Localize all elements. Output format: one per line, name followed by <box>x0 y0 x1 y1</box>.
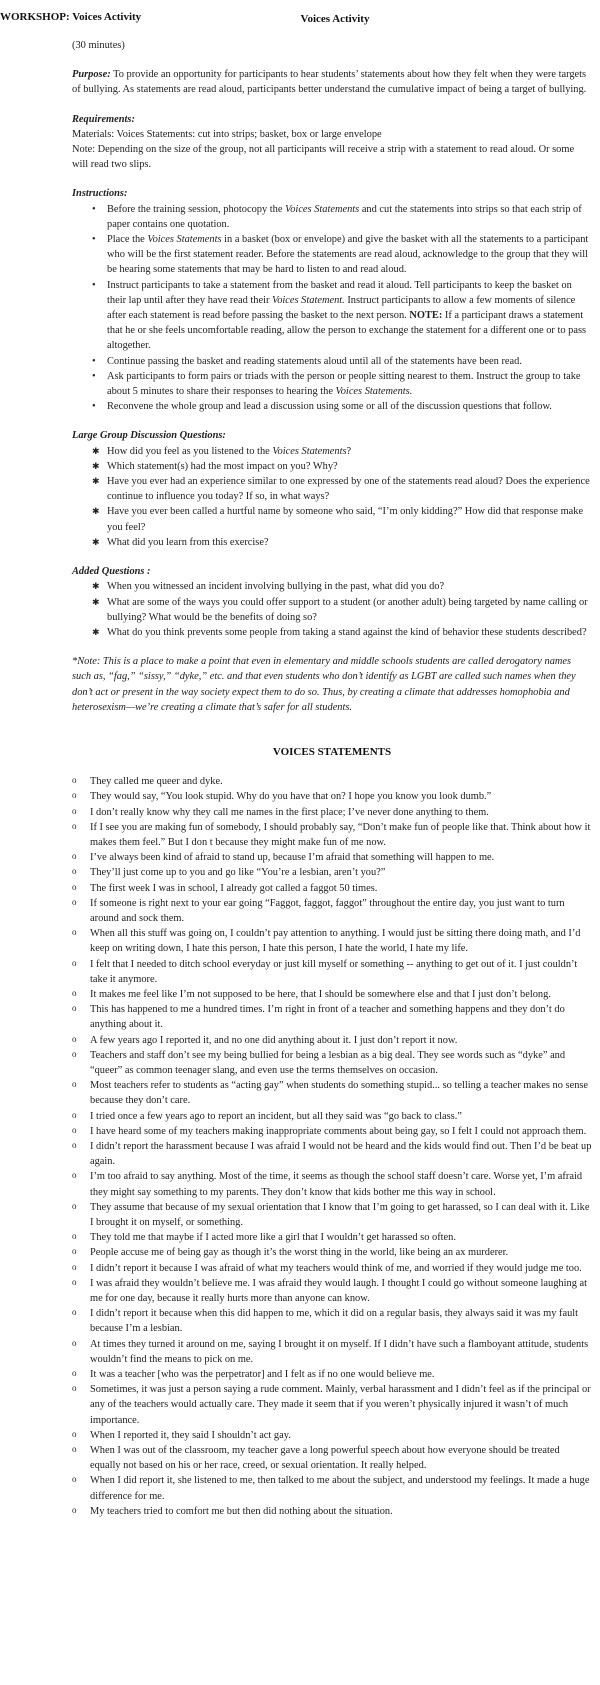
duration: (30 minutes) <box>72 40 125 51</box>
page-title: Voices Activity <box>300 13 370 25</box>
purpose-text: To provide an opportunity for participants to hear students’ statements about how they felt when they were targets of bullying. As statements are read aloud, participants better understand the cumulative impact of being a target of bullying. <box>72 69 587 96</box>
list-item: ✱ What did you learn from this exercise? <box>72 535 592 550</box>
statement-item: o If someone is right next to your ear going “Faggot, faggot, faggot” throughout the entire day, you just want to turn around and sock them. <box>72 896 592 926</box>
statement-item: o I was afraid they wouldn’t believe me. I was afraid they would laugh. I thought I could go without someone laughing at me for one day, because it really hurts more than anyone can know. <box>72 1276 592 1306</box>
statement-item: o I’m too afraid to say anything. Most of the time, it seems as though the school staff doesn’t care. Worse yet, I’m afraid they might say something to my parents. They don’t know that kids bother me this way in school. <box>72 1169 592 1199</box>
purpose-paragraph <box>72 67 592 97</box>
workshop-header: WORKSHOP: Voices Activity <box>0 11 142 23</box>
statement-item: o This has happened to me a hundred times. I’m right in front of a teacher and something happens and they don’t do anything about it. <box>72 1002 592 1032</box>
list-item: • Before the training session, photocopy the Voices Statements and cut the statements into strips so that each strip of paper contains one quotation. <box>72 202 592 232</box>
instructions-list <box>72 202 592 415</box>
list-item: ✱ What do you think prevents some people from taking a stand against the kind of behavior these students described? <box>72 625 592 640</box>
statement-item: o When I was out of the classroom, my teacher gave a long powerful speech about how everyone should be treated equally not based on his or her race, creed, or sexual orientation. It really helped. <box>72 1443 592 1473</box>
discussion-list <box>72 444 592 550</box>
statement-item: o The first week I was in school, I already got called a faggot 50 times. <box>72 881 592 896</box>
instructions-label: Instructions: <box>72 188 128 200</box>
statement-item: o It was a teacher [who was the perpetrator] and I felt as if no one would believe me. <box>72 1367 592 1382</box>
statement-item: o When I reported it, they said I shouldn’t act gay. <box>72 1428 592 1443</box>
list-item: ✱ Which statement(s) had the most impact on you? Why? <box>72 459 592 474</box>
requirements-section <box>72 112 592 173</box>
statement-item: o I didn’t report it because when this did happen to me, which it did on a regular basis, they always said it was my fault because I’m a lesbian. <box>72 1306 592 1336</box>
statement-item: o I didn’t report the harassment because I was afraid I would not be heard and the kids would find out. Then I’d be beat up again. <box>72 1139 592 1169</box>
requirements-materials: Materials: Voices Statements: cut into strips; basket, box or large envelope <box>72 128 382 140</box>
statement-item: o Sometimes, it was just a person saying a rude comment. Mainly, verbal harassment and I didn’t feel as if the principal or any of the teachers would actually care. They made it seem that if you weren’t physically injured it wasn’t of much importance. <box>72 1382 592 1428</box>
list-item: ✱ How did you feel as you listened to the Voices Statements? <box>72 444 592 459</box>
requirements-label: Requirements: <box>72 113 135 125</box>
statement-item: o They would say, “You look stupid. Why do you have that on? I hope you know you look dumb.” <box>72 789 592 804</box>
list-item: • Reconvene the whole group and lead a discussion using some or all of the discussion questions that follow. <box>72 399 592 414</box>
list-item: ✱ What are some of the ways you could offer support to a student (or another adult) being targeted by name calling or bullying? What would be the benefits of doing so? <box>72 595 592 625</box>
statement-item: o It makes me feel like I’m not supposed to be here, that I should be somewhere else and that I just don’t belong. <box>72 987 592 1002</box>
statement-item: o When I did report it, she listened to me, then talked to me about the subject, and understood my feelings. It made a huge difference for me. <box>72 1473 592 1503</box>
statement-item: o They told me that maybe if I acted more like a girl that I wouldn’t get harassed so often. <box>72 1230 592 1245</box>
statement-item: o People accuse me of being gay as though it’s the worst thing in the world, like being an ax murderer. <box>72 1245 592 1260</box>
list-item: ✱ Have you ever been called a hurtful name by someone who said, “I’m only kidding?” How did that response make you feel? <box>72 504 592 534</box>
statements-list <box>72 774 592 1519</box>
list-item: • Ask participants to form pairs or triads with the person or people sitting nearest to them. Instruct the group to take about 5 minutes to share their responses to hearing the Voices Statements. <box>72 369 592 399</box>
added-questions-label: Added Questions : <box>72 566 151 578</box>
list-item: • Continue passing the basket and reading statements aloud until all of the statements have been read. <box>72 354 592 369</box>
statement-item: o I have heard some of my teachers making inappropriate comments about being gay, so I felt I could not approach them. <box>72 1124 592 1139</box>
statements-title: VOICES STATEMENTS <box>272 745 392 758</box>
statement-item: o They assume that because of my sexual orientation that I know that I’m going to get harassed, so I can deal with it. Like I brought it on myself, or something. <box>72 1200 592 1230</box>
discussion-label: Large Group Discussion Questions: <box>72 430 226 442</box>
statement-item: o A few years ago I reported it, and no one did anything about it. I just don’t report it now. <box>72 1033 592 1048</box>
statement-item: o I don’t really know why they call me names in the first place; I’ve never done anything to them. <box>72 805 592 820</box>
statement-item: o I tried once a few years ago to report an incident, but all they said was “go back to class.” <box>72 1109 592 1124</box>
list-item: ✱ When you witnessed an incident involving bullying in the past, what did you do? <box>72 579 592 594</box>
statement-item: o They called me queer and dyke. <box>72 774 592 789</box>
statement-item: o I felt that I needed to ditch school everyday or just kill myself or something -- anything to get out of it. I just couldn’t take it anymore. <box>72 957 592 987</box>
statement-item: o At times they turned it around on me, saying I brought it on myself. If I didn’t have such a flamboyant attitude, students wouldn’t find the means to pick on me. <box>72 1337 592 1367</box>
list-item: ✱ Have you ever had an experience similar to one expressed by one of the statements read aloud? Does the experience continue to influence you today? If so, in what ways? <box>72 474 592 504</box>
statement-item: o I didn’t report it because I was afraid of what my teachers would think of me, and worried if they would judge me too. <box>72 1261 592 1276</box>
statement-item: o If I see you are making fun of somebody, I should probably say, “Don’t make fun of people like that. Think about how it makes them feel.” But I don t because they might make fun of me now. <box>72 820 592 850</box>
purpose-label: Purpose: <box>72 69 111 81</box>
list-item: • Instruct participants to take a statement from the basket and read it aloud. Tell participants to keep the basket on their lap until after they have read their Voices Statement. Instruct participants to allow a few moments of silence after each statement is read before passing the basket to the next person. NOTE: If a participant draws a statement that he or she feels uncomfortable reading, allow the person to exchange the statement for a different one or to pass altogether. <box>72 278 592 354</box>
statement-item: o I’ve always been kind of afraid to stand up, because I’m afraid that something will happen to me. <box>72 850 592 865</box>
requirements-note: Note: Depending on the size of the group, not all participants will receive a strip with a statement to read aloud. Or some will read two slips. <box>72 144 575 171</box>
added-questions-list <box>72 579 592 640</box>
facilitator-note: *Note: This is a place to make a point that even in elementary and middle schools students are called derogatory names such as, “fag,” “sissy,” “dyke,” etc. and that even students who don’t identify as LGBT are called such names when they don’t act or present in the way society expect them to do so. Thus, by creating a climate that addresses homophobia and heterosexism—we’re creating a climate that’s safer for all students. <box>72 656 576 713</box>
statement-item: o When all this stuff was going on, I couldn’t pay attention to anything. I would just be sitting there doing math, and I’d keep on writing down, I hate this person, I hate this person, I hate the world, I hate my life. <box>72 926 592 956</box>
list-item: • Place the Voices Statements in a basket (box or envelope) and give the basket with all the statements to a participant who will be the first statement reader. Before the statements are read aloud, acknowledge to the group that they will be hearing some statements that may be hard to listen to and read aloud. <box>72 232 592 278</box>
statement-item: o Most teachers refer to students as “acting gay” when students do something stupid... so telling a teacher makes no sense because they don’t care. <box>72 1078 592 1108</box>
statement-item: o Teachers and staff don’t see my being bullied for being a lesbian as a big deal. They see words such as “dyke” and “queer” as common teenager slang, and even use the terms themselves on occasion. <box>72 1048 592 1078</box>
document-body <box>72 38 592 1533</box>
statement-item: o My teachers tried to comfort me but then did nothing about the situation. <box>72 1504 592 1519</box>
statement-item: o They’ll just come up to you and go like “You’re a lesbian, aren’t you?” <box>72 865 592 880</box>
